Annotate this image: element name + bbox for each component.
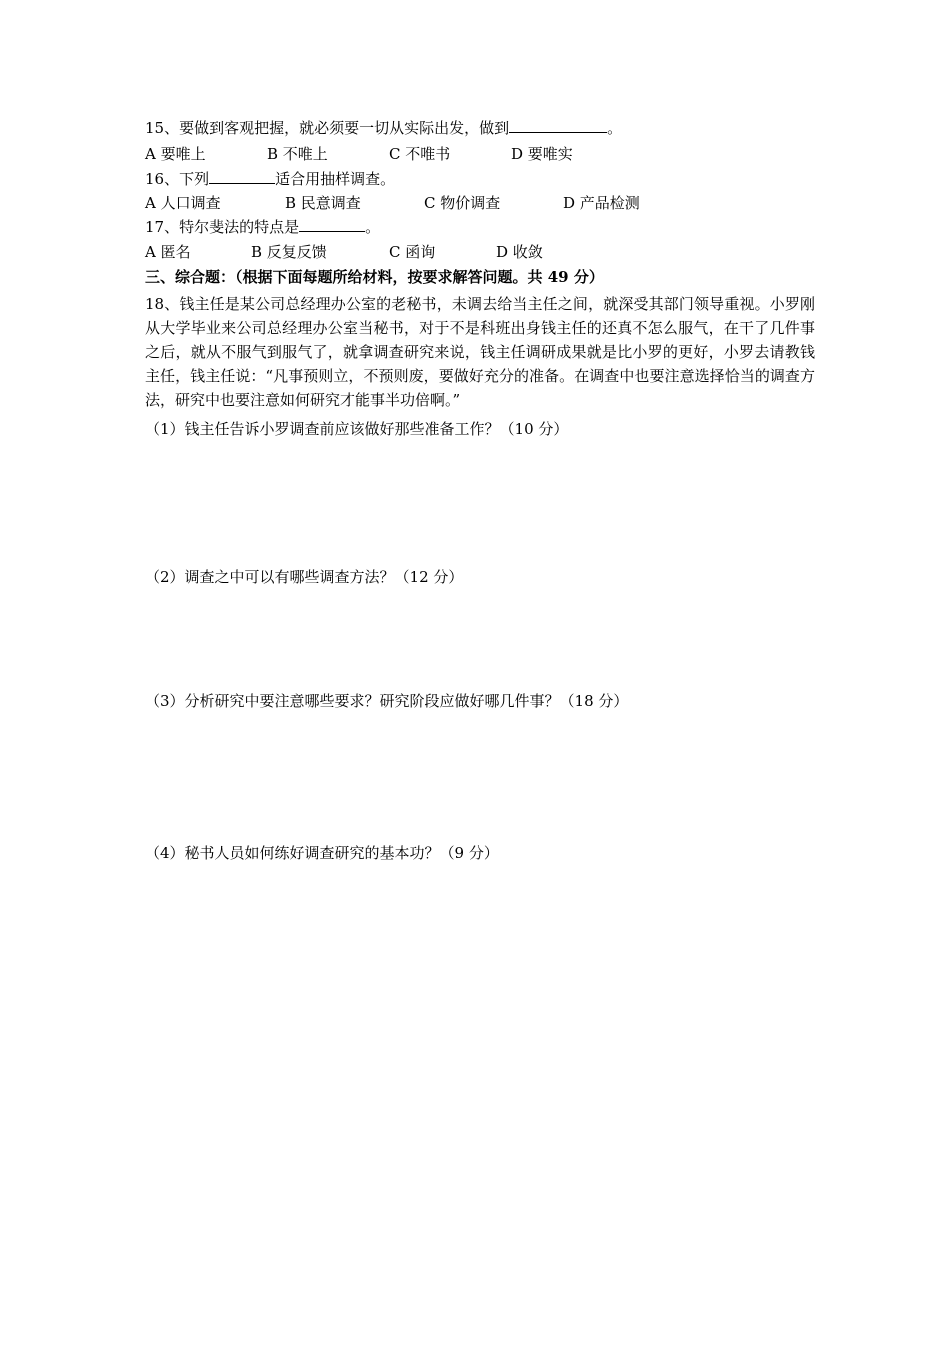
question-15-stem — [145, 117, 622, 139]
question-17-option-c: C 函询 — [389, 243, 436, 261]
question-16-stem-end: 适合用抽样调查。 — [275, 170, 396, 188]
question-16-option-b: B 民意调查 — [285, 194, 361, 212]
question-17-blank — [299, 216, 365, 232]
question-17-stem — [145, 216, 380, 238]
subquestion-4: （4）秘书人员如何练好调查研究的基本功？（9 分） — [145, 844, 499, 862]
question-15-option-d: D 要唯实 — [511, 145, 573, 163]
question-17-stem-text: 17、特尔斐法的特点是 — [145, 218, 300, 236]
question-16-stem-text: 16、下列 — [145, 170, 210, 188]
subquestion-1: （1）钱主任告诉小罗调查前应该做好那些准备工作？（10 分） — [145, 420, 569, 438]
section-3-heading: 三、综合题：（根据下面每题所给材料，按要求解答问题。共 49 分） — [145, 268, 604, 286]
subquestion-2: （2）调查之中可以有哪些调查方法？（12 分） — [145, 568, 464, 586]
question-17-stem-end: 。 — [365, 218, 381, 236]
question-15-option-a: A 要唯上 — [145, 145, 206, 163]
question-16-blank — [209, 168, 275, 184]
question-16-option-c: C 物价调查 — [424, 194, 501, 212]
question-16-option-d: D 产品检测 — [563, 194, 640, 212]
question-15-blank — [509, 117, 607, 133]
question-16-option-a: A 人口调查 — [145, 194, 221, 212]
question-15-stem-end: 。 — [607, 119, 623, 137]
question-15-option-c: C 不唯书 — [389, 145, 451, 163]
subquestion-3: （3）分析研究中要注意哪些要求？研究阶段应做好哪几件事？（18 分） — [145, 692, 629, 710]
question-17-option-a: A 匿名 — [145, 243, 191, 261]
question-15-stem-text: 15、要做到客观把握，就必须要一切从实际出发，做到 — [145, 119, 510, 137]
question-16-stem — [145, 168, 395, 190]
question-18-material: 18、钱主任是某公司总经理办公室的老秘书，未调去给当主任之间，就深受其部门领导重视。小罗刚从大学毕业来公司总经理办公室当秘书，对于不是科班出身钱主任的还真不怎么服气，在干了几件事之后，就从不服气到服气了，就拿调查研究来说，钱主任调研成果就是比小罗的更好，小罗去请教钱主任，钱主任说：“凡事预则立，不预则废，要做好充分的准备。在调查中也要注意选择恰当的调查方法，研究中也要注意如何研究才能事半功倍啊。” — [145, 295, 815, 409]
question-17-option-b: B 反复反馈 — [251, 243, 327, 261]
question-17-option-d: D 收敛 — [496, 243, 543, 261]
question-15-option-b: B 不唯上 — [267, 145, 328, 163]
